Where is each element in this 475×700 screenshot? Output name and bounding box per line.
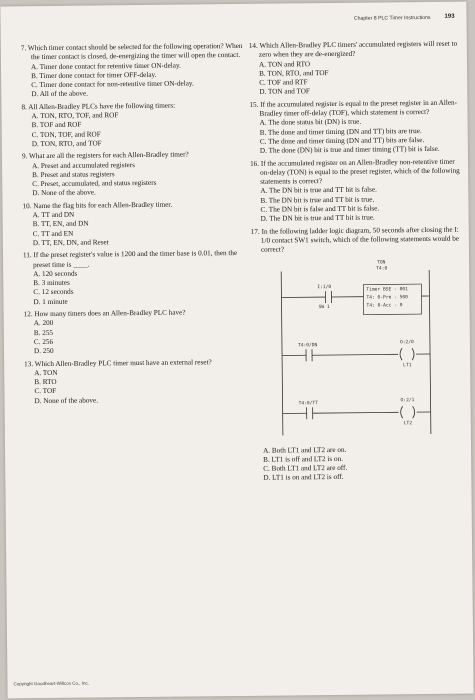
answer-option: A. Timer done contact for retentive timer ON-delay. [30, 61, 181, 71]
ton-address: T4:0 [376, 265, 388, 272]
answer-option: A. TT and DN [32, 210, 75, 220]
answer-option: A. TON, RTO, TOF, and ROF [31, 111, 119, 121]
rung2-output-address: O:2/0 [399, 339, 414, 345]
question-q10 [22, 200, 244, 249]
question-text: 16. If the accumulated register on an Allen-Bradley non-retentive timer on-delay (TON) is equal to the preset register, which of the following statements is correct? [250, 157, 460, 186]
chapter-header: Chapter 8 PLC Timer Instructions [353, 14, 431, 22]
rung3-output-address: O:2/1 [400, 397, 415, 403]
answer-option: C. Timer done contact for non-retentive timer ON-delay. [31, 79, 194, 90]
answer-option: B. The done and timer timing (DN and TT) bits are true. [259, 126, 422, 137]
answer-option: B. 255 [33, 328, 54, 337]
answer-option: D. 250 [33, 347, 54, 356]
answer-option: A. Preset and accumulated registers [32, 160, 135, 170]
answer-option: C. 256 [33, 337, 54, 347]
answer-option: C. Both LT1 and LT2 are off. [263, 463, 348, 473]
answer-option: B. RTO [34, 377, 57, 387]
answer-option: A. TON [34, 368, 58, 377]
question-text: 10. Name the flag bits for each Allen-Bradley timer. [22, 200, 173, 210]
answer-option: C. The DN bit is false and TT bit is false. [260, 204, 380, 214]
document-page [0, 2, 473, 699]
answer-option: C. The done and timer timing (DN and TT) bits are false. [259, 135, 425, 146]
question-text: 8. All Allen-Bradley PLCs have the following timers: [21, 101, 176, 112]
timer-base-line: Timer BSE - 001 [366, 286, 408, 293]
answer-option: B. 3 minutes [33, 278, 70, 288]
answer-option: C. Preset, accumulated, and status registers [32, 178, 157, 189]
answer-option: B. TON, RTO, and TOF [259, 68, 329, 78]
question-text: 11. If the preset register's value is 1200 and the timer base is 0.01, then the preset time is ____. [22, 249, 238, 269]
question-text: 13. Which Allen-Bradley PLC timer must have an external reset? [24, 357, 212, 368]
timer-acc-line: T4: 0-Acc - 0 [366, 302, 403, 309]
answer-option: D. None of the above. [34, 396, 99, 405]
question-text: 12. How many timers does an Allen-Bradley PLC have? [23, 308, 186, 319]
question-q15 [249, 98, 460, 156]
rung2-output-name: LT1 [403, 362, 412, 368]
copyright-footer: Copyright Goodheart-Willcox Co., Inc. [13, 680, 90, 687]
question-text: 9. What are all the registers for each Allen-Bradley timer? [21, 150, 189, 161]
answer-option: C. TOF [34, 387, 57, 396]
answer-option: C. TON, TOF, and ROF [31, 130, 101, 139]
answer-option: D. TON and TOF [259, 87, 310, 97]
rung2-contact-address: T4:0/DN [297, 342, 318, 348]
right-column [249, 40, 464, 487]
ton-label: TON [377, 259, 386, 266]
answer-option: D. TT, EN, DN, and Reset [32, 238, 109, 248]
question-q11 [23, 249, 246, 307]
answer-option: A. 200 [33, 319, 54, 328]
question-q17 [251, 225, 464, 483]
answer-option: A. The done status bit (DN) is true. [259, 118, 362, 128]
question-text: 15. If the accumulated register is equal to the preset register in an Allen-Bradley timer off-delay (TOF), which statement is correct? [249, 98, 458, 118]
answer-option: D. None of the above. [32, 188, 96, 198]
answer-option: D. All of the above. [31, 90, 89, 99]
ladder-rails [251, 255, 458, 442]
answer-option: D. TON, RTO, and TOF [31, 139, 102, 149]
answer-option: A. TON and RTO [258, 59, 311, 69]
question-text: 7. Which timer contact should be selected for the following operation? When the timer contact is closed, de-energizing the timer will open the contact. [20, 41, 243, 62]
answer-option: B. TT, EN, and DN [32, 219, 89, 229]
answer-option: B. Preset and status registers [32, 170, 115, 179]
page-number: 193 [444, 13, 455, 20]
question-q16 [250, 157, 461, 224]
answer-option: C. 12 seconds [33, 288, 74, 297]
left-column [21, 42, 247, 409]
answer-option: D. 1 minute [33, 297, 68, 306]
question-text: 17. In the following ladder logic diagram, 50 seconds after closing the I: 1/0 contact SW1 switch, which of the following statements would be correct? [250, 225, 460, 254]
answer-option: A. The DN bit is true and TT bit is false. [260, 185, 377, 196]
answer-option: B. Timer done contact for timer OFF-delay. [31, 70, 157, 81]
answer-option: B. TOF and ROF [31, 120, 82, 130]
timer-preset-line: T4: 0-Pre - 500 [366, 294, 408, 301]
answer-option: D. LT1 is on and LT2 is off. [263, 473, 344, 483]
rung3-contact-address: T4:0/TT [298, 400, 318, 406]
answer-option: D. The DN bit is true and TT bit is true. [260, 213, 375, 224]
question-q9 [22, 150, 244, 199]
question-q13 [24, 357, 246, 406]
ladder-logic-diagram [251, 255, 458, 442]
answer-option: C. TT and EN [32, 229, 74, 238]
question-q8 [21, 101, 243, 150]
answer-option: A. Both LT1 and LT2 are on. [263, 445, 347, 455]
question-q12 [24, 308, 246, 357]
rung3-output-name: LT2 [403, 420, 413, 426]
question-q7 [21, 42, 244, 100]
answer-option: D. The done (DN) bit is true and timer timing (TT) bit is false. [259, 145, 440, 156]
question-q14 [249, 40, 460, 98]
answer-option: C. TOF and RTF [259, 78, 308, 87]
answer-option: A. 120 seconds [33, 269, 78, 278]
input-name: SW 1 [318, 304, 330, 310]
input-address: I:1/0 [317, 284, 332, 290]
question-text: 14. Which Allen-Bradley PLC timers' accumulated registers will reset to zero when they are de-energized? [248, 39, 458, 60]
answer-option: B. The DN bit is true and TT bit is true. [260, 195, 375, 205]
answer-option: B. LT1 is off and LT2 is on. [263, 454, 343, 464]
